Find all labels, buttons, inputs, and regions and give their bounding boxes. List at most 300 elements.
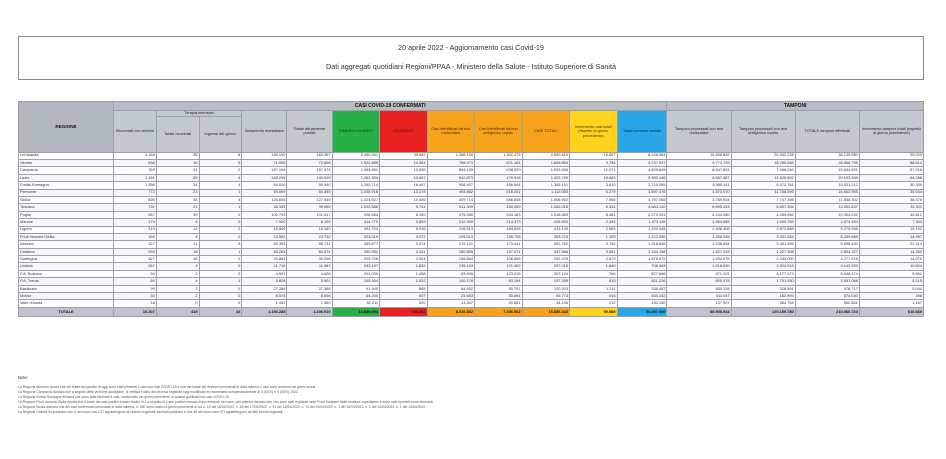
table-cell: 14.262 (859, 248, 923, 255)
table-row (19, 204, 924, 211)
totals-cell: 8.519.882 (427, 307, 475, 316)
table-cell: 815 (570, 278, 618, 285)
table-cell: 0 (199, 293, 242, 300)
region-name: Toscana (19, 204, 114, 211)
totals-cell: 610.660 (859, 307, 923, 316)
table-cell: 6.857.394 (731, 204, 795, 211)
table-row (19, 167, 924, 174)
page-title: 20 aprile 2022 - Aggiornamento casi Covid-19 (398, 43, 544, 52)
table-cell: 1.609.854 (522, 159, 570, 166)
table-cell: 3.461.596 (731, 241, 795, 248)
table-cell: 352.782 (522, 241, 570, 248)
table-cell: 650.128 (667, 285, 731, 292)
table-cell: 207.124 (522, 270, 570, 277)
table-cell: 5.048.474 (795, 270, 859, 277)
table-cell: 41 (156, 167, 199, 174)
table-row (19, 174, 924, 181)
table-cell: 13.552.837 (795, 204, 859, 211)
table-cell: 409.714 (427, 196, 475, 203)
table-cell: 1.618.020 (667, 263, 731, 270)
table-cell: 4.684.140 (617, 204, 667, 211)
table-cell: 7.920 (242, 219, 287, 226)
table-cell: 731 (114, 204, 157, 211)
table-row (19, 256, 924, 263)
table-cell: 5 (199, 159, 242, 166)
table-cell: 5.951 (859, 270, 923, 277)
table-cell: 195.014 (427, 233, 475, 240)
header-casi-totali: CASI TOTALI (522, 111, 570, 153)
page-subtitle: Dati aggregati quotidiani Regioni/PPAA - Ministero della Salute - Istituto Superiore di Sanità (326, 62, 616, 71)
table-cell: 1.293.345 (617, 226, 667, 233)
table-cell: 1.934.578 (667, 256, 731, 263)
region-name: Puglia (19, 211, 114, 218)
table-cell: 130.150 (617, 300, 667, 307)
table-cell: 2.974.434 (795, 219, 859, 226)
table-cell: 5.279 (570, 189, 618, 196)
table-cell: 14.957 (859, 233, 923, 240)
table-cell: 4.277.578 (795, 256, 859, 263)
region-name: Liguria (19, 226, 114, 233)
table-cell: 30 (114, 293, 157, 300)
table-cell: 5.279.266 (795, 226, 859, 233)
table-cell: 327 (114, 241, 157, 248)
table-cell: 805.378 (667, 278, 731, 285)
table-cell: 1.388.130 (427, 152, 475, 159)
region-name: Campania (19, 167, 114, 174)
notes-section (18, 375, 924, 415)
note-line: La Regione Umbria ha precisato che 4 dei nuovi casi UTI appartengono al circuito regionale sanitario pubblico e che 48 dei nuovi casi UTI appartengono ad altri circuiti regionali. (18, 410, 284, 414)
table-cell: 7.747.398 (731, 196, 795, 203)
header-incremento: Incremento casi totali (rispetto al giorno precedente) (570, 111, 618, 153)
table-cell: 10.200 (380, 167, 428, 174)
region-name: Piemonte (19, 189, 114, 196)
table-cell: 607 (380, 293, 428, 300)
table-cell: 2.406.408 (667, 226, 731, 233)
region-name: P.A. Trento (19, 278, 114, 285)
table-cell: 40.812 (859, 211, 923, 218)
table-cell: 4.142.933 (795, 263, 859, 270)
table-cell: 27.388 (287, 285, 332, 292)
table-cell: 773 (114, 189, 157, 196)
table-cell: 7.304 (859, 219, 923, 226)
table-cell: 11.716 (242, 263, 287, 270)
table-row (19, 226, 924, 233)
note-line: La Regione Friuli Venezia Giulia riporta che il totale dei casi positivi è stato ridotto di 2 a seguito di 2 test positivi rimossi dopo revisione del caso, otto ulteriori decessi che non sono stati registrati nelle Fonti Sanitarie delle strutture ospedaliere e sono stati riportati come deceduti. (18, 400, 434, 404)
table-cell: 821.181 (475, 159, 523, 166)
table-cell: 180.895 (427, 248, 475, 255)
table-cell: 1.169 (114, 152, 157, 159)
table-cell: 1.002.588 (332, 204, 380, 211)
table-cell: 5.828 (242, 278, 287, 285)
header-tamponi-totale: TOTALE tamponi effettuati (795, 111, 859, 153)
table-cell: 57.916 (859, 167, 923, 174)
table-cell: 3.746 (570, 241, 618, 248)
table-cell: 1.640 (570, 263, 618, 270)
table-cell: 456.544 (475, 182, 523, 189)
table-cell: 27.286 (242, 285, 287, 292)
table-cell: 324.019 (332, 233, 380, 240)
table-cell: 766 (570, 270, 618, 277)
table-cell: 72.608 (287, 159, 332, 166)
table-cell: 1.458 (380, 270, 428, 277)
table-cell: 214.373 (475, 219, 523, 226)
table-cell: 7.956 (570, 196, 618, 203)
table-cell: 2.343.000 (731, 256, 795, 263)
table-cell: 1.751.930 (731, 278, 795, 285)
table-cell: 8.190 (380, 211, 428, 218)
region-name: Friuli Venezia Giulia (19, 233, 114, 240)
table-cell: 126.606 (242, 196, 287, 203)
table-cell: 101.417 (287, 211, 332, 218)
table-cell: 391.724 (332, 226, 380, 233)
header-ti-ingressi: Ingressi del giorno (199, 116, 242, 152)
table-cell: 15.531.212 (795, 182, 859, 189)
table-cell: 0 (156, 300, 199, 307)
table-cell: 1.422.790 (522, 174, 570, 181)
table-cell: 2.236.834 (667, 241, 731, 248)
table-cell: 426.693 (522, 219, 570, 226)
header-positivi: Totale attualmente positivi (287, 111, 332, 153)
totals-label: TOTALE (19, 307, 114, 316)
table-cell: 23 (156, 189, 199, 196)
table-cell: 1.211 (570, 285, 618, 292)
table-cell: 15.696.852 (667, 152, 731, 159)
header-antigenico: Casi identificati da test antigenico rapido (475, 111, 523, 153)
table-cell: 13.278 (380, 189, 428, 196)
header-regione: REGIONE (19, 102, 114, 153)
region-name: Lombardia (19, 152, 114, 159)
table-cell: 10.604 (859, 263, 923, 270)
table-cell: 1.522.885 (332, 159, 380, 166)
table-cell: 2.872.858 (731, 226, 795, 233)
table-cell: 3 (156, 285, 199, 292)
table-cell: 8.547.851 (667, 167, 731, 174)
table-cell: 4.737.537 (617, 159, 667, 166)
table-cell: 2.270.931 (617, 211, 667, 218)
table-cell: 1.167 (859, 300, 923, 307)
table-cell: 18.785.066 (731, 159, 795, 166)
table-cell: 0 (199, 233, 242, 240)
table-row (19, 219, 924, 226)
table-cell: 8.109 (287, 219, 332, 226)
table-cell: 39.682 (380, 152, 428, 159)
table-row (19, 300, 924, 307)
table-cell: 30.339 (859, 182, 923, 189)
table-cell: 99 (114, 285, 157, 292)
table-cell: 0 (199, 285, 242, 292)
table-cell: 475.280 (427, 211, 475, 218)
table-cell: 15 (156, 159, 199, 166)
region-name: Molise (19, 293, 114, 300)
table-cell: 8.138.964 (617, 152, 667, 159)
table-cell: 6.895.443 (667, 204, 731, 211)
totals-cell: 99.689 (570, 307, 618, 316)
table-cell: 34 (156, 182, 199, 189)
table-cell: 60.495 (287, 189, 332, 196)
table-cell: 759 (114, 167, 157, 174)
table-cell: 18 (156, 248, 199, 255)
table-cell: 155.954 (332, 278, 380, 285)
table-cell: 1.533.065 (522, 167, 570, 174)
header-ti-totale: Totale ricoverati (156, 116, 199, 152)
table-row (19, 263, 924, 270)
table-row (19, 270, 924, 277)
table-cell: 18 (156, 256, 199, 263)
totals-cell: 210.060.724 (795, 307, 859, 316)
table-cell: 3.001.634 (731, 233, 795, 240)
region-name: Marche (19, 219, 114, 226)
table-cell: 1.627.019 (667, 248, 731, 255)
table-row (19, 278, 924, 285)
table-cell: 157.974 (287, 167, 332, 174)
table-cell: 157.071 (475, 248, 523, 255)
table-cell: 1.062.018 (522, 204, 570, 211)
note-line: La Regione Sicilia dichiara che dei casi confermati comunicati in data odierna, n. 480 sono relativi a giorni precedenti di cui n. 10 del 16/04/2022; n. 45 del 17/04/2022; n. 91 del 18/04/2022; n. 74 del 19/04/2022; n. 1 del 15/04/2022; n. 1 del 14/04/2022; n. 1 del 13/04/2022. (18, 405, 427, 409)
totals-cell: 89.900.944 (667, 307, 731, 316)
table-cell: 4 (156, 263, 199, 270)
table-cell: 201.030 (332, 270, 380, 277)
table-cell: 257.015 (522, 263, 570, 270)
table-cell: 106.895 (475, 256, 523, 263)
table-cell: 158.708 (475, 233, 523, 240)
table-cell: 8.567.367 (667, 174, 731, 181)
table-cell: 396 (859, 293, 923, 300)
header-tamponi-incremento: Incremento tamponi totali (rispetto al giorno precedente) (859, 111, 923, 153)
region-name: Sardegna (19, 256, 114, 263)
table-cell: 978.717 (795, 285, 859, 292)
table-cell: 0 (199, 219, 242, 226)
table-cell: 49.085 (287, 204, 332, 211)
table-row (19, 285, 924, 292)
totals-row (19, 307, 924, 316)
table-cell: 5.215 (859, 278, 923, 285)
totals-cell: 120.159.780 (731, 307, 795, 316)
table-cell: 2.164.158 (617, 248, 667, 255)
table-cell: 2.710.265 (617, 182, 667, 189)
table-cell: 100.793 (242, 211, 287, 218)
table-cell: 8.958.411 (667, 182, 731, 189)
table-cell: 1.396 (114, 182, 157, 189)
table-cell: 157.194 (242, 167, 287, 174)
table-cell: 894.145 (427, 167, 475, 174)
table-cell: 123.216 (475, 270, 523, 277)
table-cell: 30.206 (287, 256, 332, 263)
table-cell: 520 (380, 300, 428, 307)
region-name: Basilicata (19, 285, 114, 292)
table-cell: 8.576 (242, 293, 287, 300)
table-row (19, 189, 924, 196)
table-cell: 4.972 (380, 233, 428, 240)
table-cell: 4.628 (287, 270, 332, 277)
table-cell: 2.563 (570, 226, 618, 233)
totals-cell: 15.856.442 (522, 307, 570, 316)
table-cell: 2.879 (570, 256, 618, 263)
table-cell: 4 (156, 233, 199, 240)
table-cell: 1.216.646 (617, 241, 667, 248)
table-cell: 1.122.050 (617, 233, 667, 240)
table-cell: 908.864 (332, 211, 380, 218)
table-cell: 4.829.849 (617, 167, 667, 174)
table-cell: 38 (156, 152, 199, 159)
table-cell: 2.494 (570, 219, 618, 226)
region-name: Emilia-Romagna (19, 182, 114, 189)
table-cell: 3.789.904 (667, 196, 731, 203)
table-cell: 3.610 (570, 182, 618, 189)
table-cell: 160.397 (287, 152, 332, 159)
table-cell: 20.193.269 (795, 174, 859, 181)
table-cell: 1.964.665 (667, 219, 731, 226)
table-cell: 10.067 (380, 174, 428, 181)
header-isolamento: Isolamento domiciliare (242, 111, 287, 153)
table-cell: 338.467 (617, 285, 667, 292)
table-cell: 411.047 (667, 293, 731, 300)
table-cell: 6.572.781 (731, 182, 795, 189)
table-cell: 2.504 (380, 256, 428, 263)
table-cell: 4.591 (242, 270, 287, 277)
table-cell: 1.442 (242, 300, 287, 307)
table-cell: 3.551 (570, 248, 618, 255)
table-cell: 414.775 (332, 219, 380, 226)
table-cell: 34.196 (522, 300, 570, 307)
table-cell: 69 (114, 278, 157, 285)
table-cell: 353.723 (522, 233, 570, 240)
header-tamponi-antigenico: Tamponi processati con test antigenico rapido (731, 111, 795, 153)
table-cell: 64.452 (427, 285, 475, 292)
table-cell: 2.490.531 (332, 152, 380, 159)
table-cell: 30.891 (475, 293, 523, 300)
table-cell: 638 (114, 159, 157, 166)
table-cell: 7.086.240 (731, 167, 795, 174)
table-cell: 91.940 (332, 285, 380, 292)
table-cell: 1.151 (114, 174, 157, 181)
table-cell: 638.920 (475, 167, 523, 174)
table-cell: 618.201 (475, 189, 523, 196)
table-cell: 64.200 (332, 293, 380, 300)
table-cell: 1.009.769 (731, 219, 795, 226)
table-cell: 1.024.927 (332, 196, 380, 203)
table-cell: 12.271 (570, 167, 618, 174)
table-cell: 871.101 (667, 270, 731, 277)
title-box (18, 36, 924, 80)
table-cell: 516 (570, 293, 618, 300)
table-cell: 135.163 (427, 263, 475, 270)
region-name: Lazio (19, 174, 114, 181)
region-name: Sicilia (19, 196, 114, 203)
table-cell: 36.139.080 (795, 152, 859, 159)
table-cell: 55.940 (287, 182, 332, 189)
table-cell: 4 (199, 196, 242, 203)
table-cell: 708.063 (617, 263, 667, 270)
table-cell: 293 (114, 248, 157, 255)
table-cell: 173.441 (475, 241, 523, 248)
table-cell: 10.304.032 (795, 211, 859, 218)
table-cell: 89.393 (242, 241, 287, 248)
table-cell: 4.059.952 (731, 211, 795, 218)
table-row (19, 196, 924, 203)
table-cell: 14.361 (380, 159, 428, 166)
table-cell: 1 (199, 189, 242, 196)
table-cell: 24.562 (242, 233, 287, 240)
totals-cell: 14.689.694 (332, 307, 380, 316)
table-cell: 611.949 (427, 204, 475, 211)
table-cell: 18 (114, 300, 157, 307)
table-cell: 84.263 (242, 248, 287, 255)
table-cell: 5.044 (859, 285, 923, 292)
table-cell: 262.229 (522, 256, 570, 263)
header-deceduti: DECEDUTI (380, 111, 428, 153)
table-cell: 59.699 (242, 189, 287, 196)
table-cell: 12 (156, 226, 199, 233)
table-cell: 1 (199, 204, 242, 211)
table-cell: 120.203 (522, 285, 570, 292)
table-cell: 155.554 (427, 256, 475, 263)
table-cell: 149.519 (287, 174, 332, 181)
notes-title: Note: (18, 375, 29, 380)
table-cell: 493.882 (427, 189, 475, 196)
table-cell: 9.754 (570, 159, 618, 166)
table-cell: 35.044 (859, 189, 923, 196)
table-cell: 4 (199, 174, 242, 181)
table-cell: 8.608 (287, 293, 332, 300)
table-cell: 64.286 (859, 174, 923, 181)
table-cell: 10.683 (570, 174, 618, 181)
table-cell: 574.040 (795, 293, 859, 300)
table-cell: 0 (199, 211, 242, 218)
totals-cell: 1.206.910 (287, 307, 332, 316)
table-cell: 1 (199, 278, 242, 285)
table-cell: 1.832 (380, 263, 428, 270)
table-cell: 184.628 (475, 226, 523, 233)
totals-cell: 415 (156, 307, 199, 316)
table-cell: 228.513 (427, 226, 475, 233)
region-name: P.A. Bolzano (19, 270, 114, 277)
table-cell: 586.838 (475, 196, 523, 203)
table-cell: 11.788.595 (731, 189, 795, 196)
table-cell: 28.556.795 (795, 159, 859, 166)
region-name: Umbria (19, 263, 114, 270)
table-cell: 34 (114, 270, 157, 277)
header-molecolare: Casi identificati da test molecolare (427, 111, 475, 153)
table-row (19, 159, 924, 166)
table-row (19, 182, 924, 189)
table-cell: 229.728 (332, 256, 380, 263)
totals-cell: 7.336.562 (475, 307, 523, 316)
table-cell: 328.591 (731, 285, 795, 292)
table-cell: 4.244.080 (667, 211, 731, 218)
totals-cell: 44 (199, 307, 242, 316)
table-cell: 71.955 (242, 159, 287, 166)
table-cell: 16.067 (570, 152, 618, 159)
table-cell: 63.194 (475, 278, 523, 285)
table-cell: 2.441 (380, 248, 428, 255)
table-cell: 3 (156, 270, 199, 277)
table-cell: 16.497 (380, 182, 428, 189)
region-name: Calabria (19, 248, 114, 255)
table-cell: 865 (380, 285, 428, 292)
table-cell: 821.226 (617, 278, 667, 285)
region-name: Veneto (19, 159, 114, 166)
table-cell: 1.575.472 (617, 256, 667, 263)
table-row (19, 241, 924, 248)
table-cell: 4 (199, 241, 242, 248)
table-cell: 54.510 (242, 182, 287, 189)
table-cell: 827.698 (617, 270, 667, 277)
table-cell: 11 (156, 241, 199, 248)
table-cell: 20.442.228 (731, 152, 795, 159)
table-cell: 534.152 (617, 293, 667, 300)
table-cell: 39.301 (859, 204, 923, 211)
table-cell: 289.877 (332, 241, 380, 248)
